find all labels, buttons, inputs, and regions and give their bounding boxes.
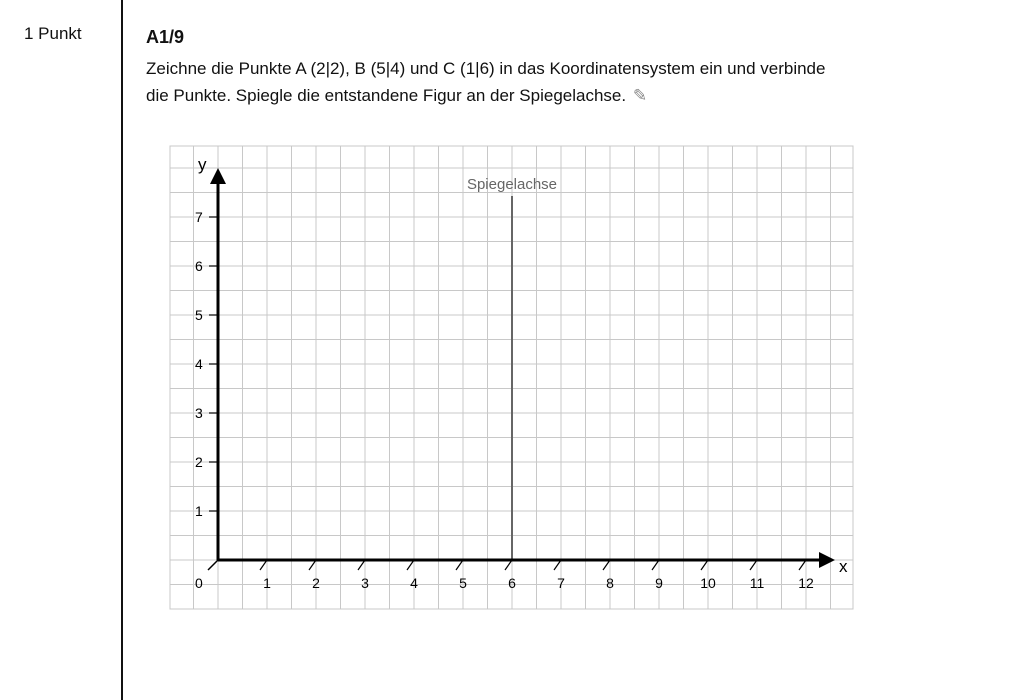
x-tick-label: 1	[263, 575, 271, 591]
x-tick-label: 8	[606, 575, 614, 591]
x-tick-mark	[407, 560, 414, 570]
y-axis-arrow	[210, 168, 226, 184]
x-tick-mark	[358, 560, 365, 570]
x-tick-label: 2	[312, 575, 320, 591]
x-tick-mark	[799, 560, 806, 570]
x-tick-label: 3	[361, 575, 369, 591]
x-tick-label: 7	[557, 575, 565, 591]
x-tick-mark	[652, 560, 659, 570]
x-tick-mark	[603, 560, 610, 570]
y-tick-label: 3	[195, 405, 203, 421]
x-tick-mark	[701, 560, 708, 570]
y-tick-label: 7	[195, 209, 203, 225]
x-tick-mark	[456, 560, 463, 570]
x-tick-mark	[309, 560, 316, 570]
x-tick-mark	[750, 560, 757, 570]
x-tick-label: 11	[749, 575, 765, 591]
x-tick-label: 10	[700, 575, 716, 591]
x-tick-label: 5	[459, 575, 467, 591]
y-tick-label: 5	[195, 307, 203, 323]
x-axis-arrow	[819, 552, 835, 568]
task-line-1: Zeichne die Punkte A (2|2), B (5|4) und C (1|6) in das Koordinatensystem ein und verbinde	[146, 59, 826, 78]
x-tick-mark	[554, 560, 561, 570]
x-tick-label: 12	[798, 575, 814, 591]
x-tick-label: 6	[508, 575, 516, 591]
x-tick-mark	[260, 560, 267, 570]
points-label: 1 Punkt	[24, 24, 82, 43]
column-divider	[121, 0, 123, 700]
origin-label: 0	[195, 575, 203, 591]
y-tick-label: 2	[195, 454, 203, 470]
grid-border	[170, 146, 853, 609]
y-axis-label: y	[198, 155, 207, 174]
origin-tick	[208, 560, 218, 570]
x-axis-label: x	[839, 557, 848, 576]
x-tick-mark	[505, 560, 512, 570]
task-id: A1/9	[146, 27, 185, 47]
task-instructions	[146, 55, 946, 109]
y-tick-label: 6	[195, 258, 203, 274]
x-tick-label: 9	[655, 575, 663, 591]
task-line-2: die Punkte. Spiegle die entstandene Figur an der Spiegelachse.	[146, 86, 627, 105]
y-tick-label: 4	[195, 356, 203, 372]
task-line-2-wrap	[146, 82, 946, 109]
x-tick-label: 4	[410, 575, 418, 591]
y-tick-label: 1	[195, 503, 203, 519]
pencil-icon: ✎	[632, 86, 648, 105]
mirror-axis-label: Spiegelachse	[466, 176, 558, 193]
